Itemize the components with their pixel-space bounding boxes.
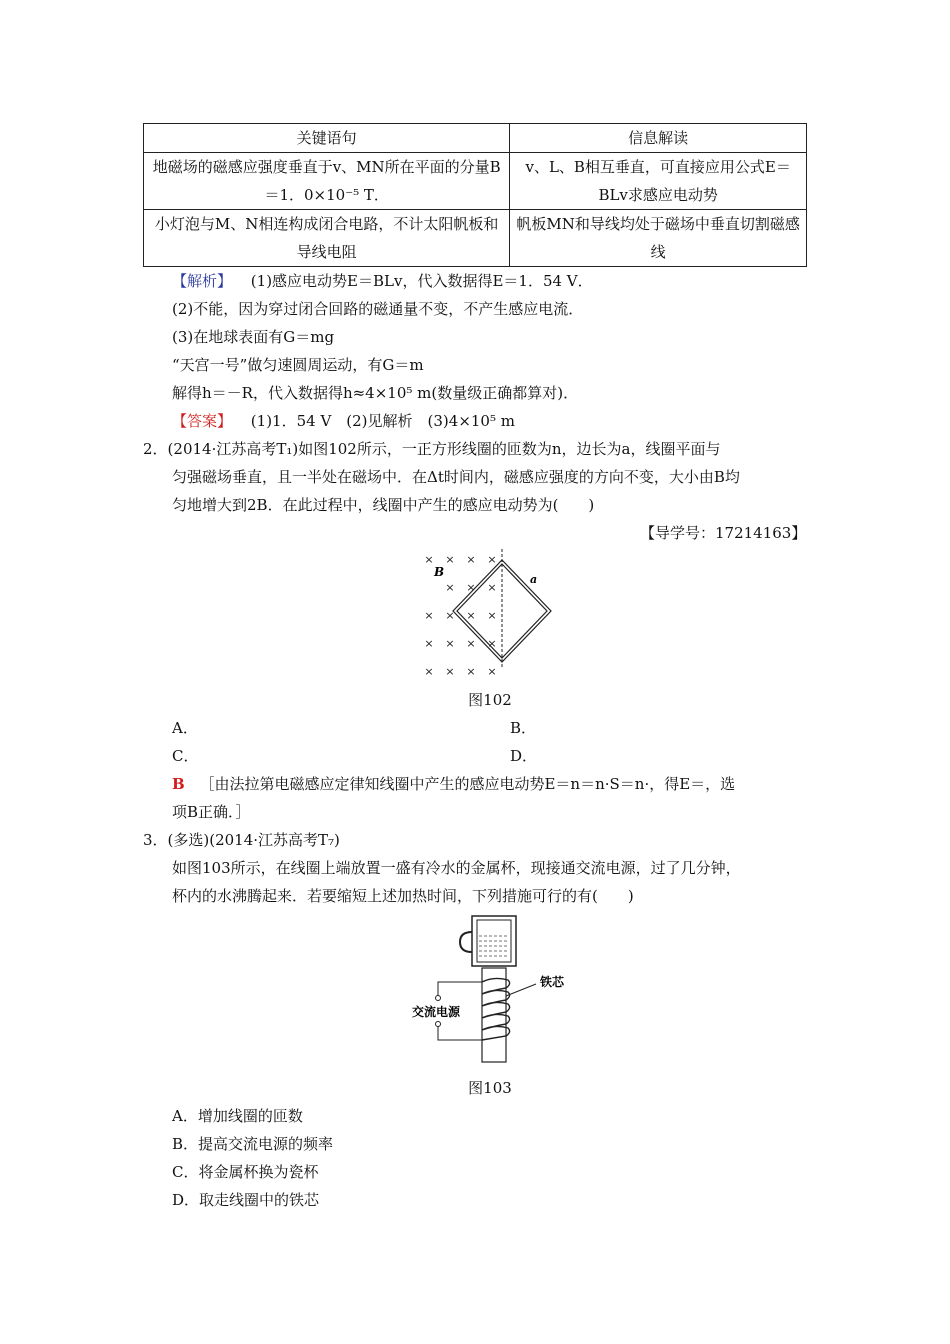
answer-line [172, 773, 735, 794]
svg-text:×: × [424, 665, 434, 678]
solution-line: 解得h＝－R，代入数据得h≈4×10⁵ m(数量级正确都算对)． [172, 384, 579, 402]
svg-text:×: × [445, 553, 455, 566]
option-d: D．取走线圈中的铁芯 [172, 1191, 320, 1209]
svg-text:×: × [487, 637, 497, 650]
option-a: A．增加线圈的匝数 [172, 1107, 303, 1125]
option-c: C． [172, 747, 199, 765]
answer-text: (1)1．54 V (2)见解析 (3)4×10⁵ m [250, 412, 515, 430]
guide-number: 【导学号：17214163】 [640, 524, 807, 542]
induction-heater-diagram [400, 912, 580, 1062]
svg-text:×: × [466, 609, 476, 622]
solution-line: (3)在地球表面有G＝mg [172, 328, 335, 346]
table-cell: 帆板MN和导线均处于磁场中垂直切割磁感线 [510, 210, 807, 267]
svg-text:×: × [424, 553, 434, 566]
svg-text:×: × [466, 581, 476, 594]
core-label: 铁芯 [540, 975, 565, 989]
power-source-label: 交流电源 [412, 1005, 461, 1019]
question-line: 杯内的水沸腾起来．若要缩短上述加热时间，下列措施可行的有( ) [172, 887, 634, 905]
svg-text:×: × [466, 637, 476, 650]
figure-caption: 图102 [468, 691, 512, 709]
table-cell: 地磁场的磁感应强度垂直于v、MN所在平面的分量B＝1．0×10⁻⁵ T． [144, 153, 510, 210]
svg-text:×: × [424, 637, 434, 650]
question-line: 匀地增大到2B．在此过程中，线圈中产生的感应电动势为( ) [172, 496, 595, 514]
answer-explanation: ［由法拉第电磁感应定律知线圈中产生的感应电动势E＝n＝n·S＝n·，得E＝，选 [199, 775, 736, 793]
question-line: 2．(2014·江苏高考T₁)如图102所示，一正方形线圈的匝数为n，边长为a，线圈平面与 [143, 440, 721, 458]
svg-text:×: × [466, 553, 476, 566]
solution-line: “天宫一号”做匀速圆周运动，有G＝m [172, 356, 424, 374]
question-line: 3．(多选)(2014·江苏高考T₇) [143, 831, 340, 849]
svg-text:×: × [445, 609, 455, 622]
table-cell: 小灯泡与M、N相连构成闭合电路，不计太阳帆板和导线电阻 [144, 210, 510, 267]
field-label-b: B [434, 565, 445, 579]
svg-text:×: × [487, 553, 497, 566]
square-coil-diagram [410, 545, 560, 678]
figure-103 [400, 912, 580, 1062]
key-info-table [143, 123, 807, 267]
svg-text:×: × [466, 665, 476, 678]
solution-text: (1)感应电动势E＝BLv，代入数据得E＝1．54 V． [250, 272, 593, 290]
table-cell: v、L、B相互垂直，可直接应用公式E＝BLv求感应电动势 [510, 153, 807, 210]
analysis-tag: 【解析】 [172, 272, 233, 290]
option-a: A． [172, 719, 198, 737]
table-row [144, 210, 807, 267]
question-line: 匀强磁场垂直，且一半处在磁场中．在Δt时间内，磁感应强度的方向不变，大小由B均 [172, 468, 740, 486]
svg-text:×: × [487, 665, 497, 678]
option-b: B． [510, 719, 537, 737]
option-b: B．提高交流电源的频率 [172, 1135, 334, 1153]
option-c: C．将金属杯换为瓷杯 [172, 1163, 319, 1181]
figure-102 [410, 545, 560, 678]
svg-text:×: × [445, 665, 455, 678]
svg-text:×: × [424, 609, 434, 622]
answer-letter: B [172, 775, 185, 793]
svg-text:×: × [445, 581, 455, 594]
solution-line [172, 270, 593, 291]
solution-line: (2)不能，因为穿过闭合回路的磁通量不变，不产生感应电流． [172, 300, 584, 318]
answer-explanation-cont: 项B正确．］ [172, 803, 251, 821]
question-line: 如图103所示，在线圈上端放置一盛有冷水的金属杯，现接通交流电源，过了几分钟， [172, 859, 741, 877]
answer-tag: 【答案】 [172, 412, 233, 430]
svg-text:×: × [487, 581, 497, 594]
answer-line [172, 410, 515, 431]
figure-caption: 图103 [468, 1079, 512, 1097]
table-header-key-sentence: 关键语句 [144, 124, 510, 153]
svg-text:×: × [487, 609, 497, 622]
side-label-a: a [530, 573, 538, 586]
table-header-interpretation: 信息解读 [510, 124, 807, 153]
option-d: D． [510, 747, 538, 765]
table-row [144, 153, 807, 210]
svg-text:×: × [445, 637, 455, 650]
